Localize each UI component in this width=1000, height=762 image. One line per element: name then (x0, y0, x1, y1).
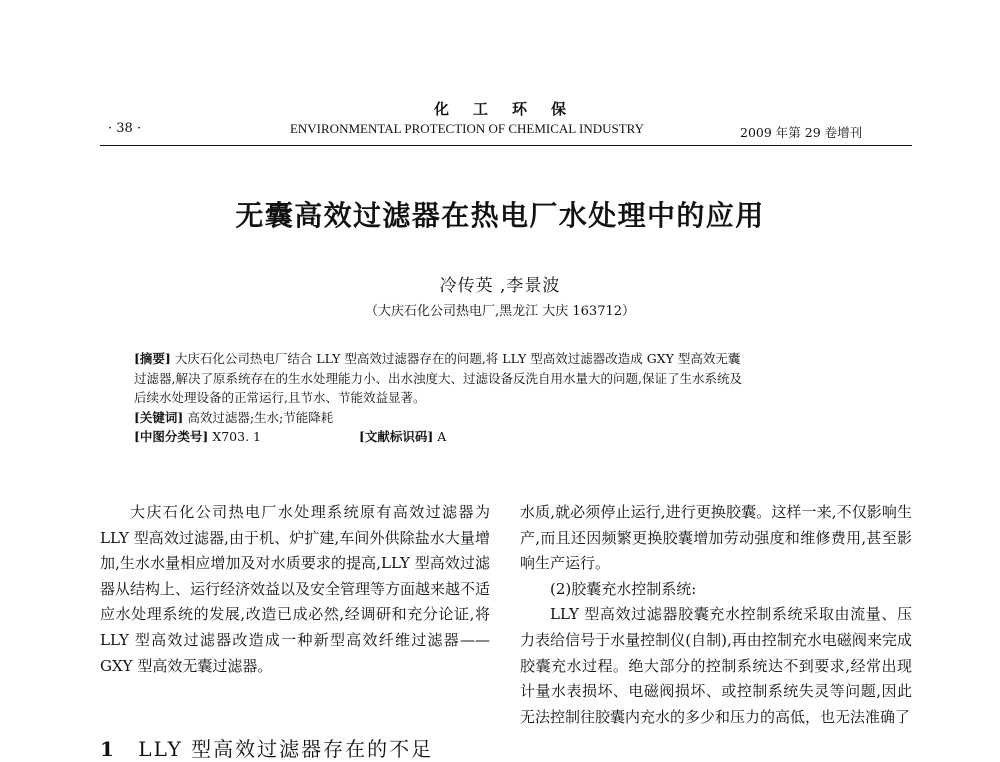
article-authors: 冷传英 ,李景波 (439, 276, 561, 296)
keywords-label: [关键词] (134, 409, 184, 425)
class-label: [中图分类号] (134, 429, 209, 444)
classification-line (134, 427, 884, 447)
abstract-line: 后续水处理设备的正常运行,且节水、节能效益显著。 (134, 390, 426, 405)
section-number: 1 (100, 737, 116, 761)
abstract-block (134, 349, 884, 447)
body-paragraph: 水质,就必须停止运行,进行更换胶囊。这样一来,不仅影响生产,而且还因频繁更换胶囊增加劳动强度和维修费用,甚至影响生产运行。 (520, 503, 912, 573)
header-rule (100, 145, 912, 146)
body-column-left (100, 500, 490, 679)
keywords-text: 高效过滤器;生水;节能降耗 (187, 409, 334, 425)
abstract-label: [摘要] (134, 351, 171, 366)
author-affiliation: （大庆石化公司热电厂,黑龙江 大庆 163712） (364, 304, 636, 319)
body-paragraph: 大庆石化公司热电厂水处理系统原有高效过滤器为 LLY 型高效过滤器,由于机、炉扩建,车间外供除盐水大量增加,生水水量相应增加及对水质要求的提高,LLY 型高效过滤器从结构上、运行经济效益以及安全管理等方面越来越不适应水处理系统的发展,改造已成必然,经调研和充分论证,将 LLY 型高效过滤器改造成一种新型高效纤维过滤器——GXY 型高效无囊过滤器。 (100, 503, 491, 675)
class-value: X703. 1 (212, 429, 261, 444)
article-title: 无囊高效过滤器在热电厂水处理中的应用 (235, 199, 765, 232)
section-heading (100, 733, 500, 762)
abstract-text: 大庆石化公司热电厂结合 LLY 型高效过滤器存在的问题,将 LLY 型高效过滤器改造成 GXY 型高效无囊 (174, 351, 741, 366)
doc-code-value: A (437, 429, 447, 444)
body-column-right (520, 500, 912, 730)
journal-name-cn: 化工环保 (433, 100, 590, 118)
keywords-line (134, 408, 884, 428)
doc-code-label: [文献标识码] (358, 429, 434, 444)
abstract-line (134, 349, 884, 369)
issue-info: 2009 年第 29 卷增刊 (740, 125, 863, 140)
body-paragraph: (2)胶囊充水控制系统: (550, 579, 697, 598)
body-paragraph: LLY 型高效过滤器胶囊充水控制系统采取由流量、压力表给信号于水量控制仪(自制),再由控制充水电磁阀来完成胶囊充水过程。绝大部分的控制系统达不到要求,经常出现计量水表损坏、电磁阀损坏、或控制系统失灵等问题,因此无法控制往胶囊内充水的多少和压力的高低，也无法准确了 (520, 605, 912, 726)
abstract-line: 过滤器,解决了原系统存在的生水处理能力小、出水浊度大、过滤设备反洗自用水量大的问题,保证了生水系统及 (134, 370, 742, 386)
section-title: LLY 型高效过滤器存在的不足 (138, 737, 434, 761)
journal-name-en: ENVIRONMENTAL PROTECTION OF CHEMICAL INDUSTRY (289, 121, 645, 136)
page-number: · 38 · (108, 121, 142, 136)
